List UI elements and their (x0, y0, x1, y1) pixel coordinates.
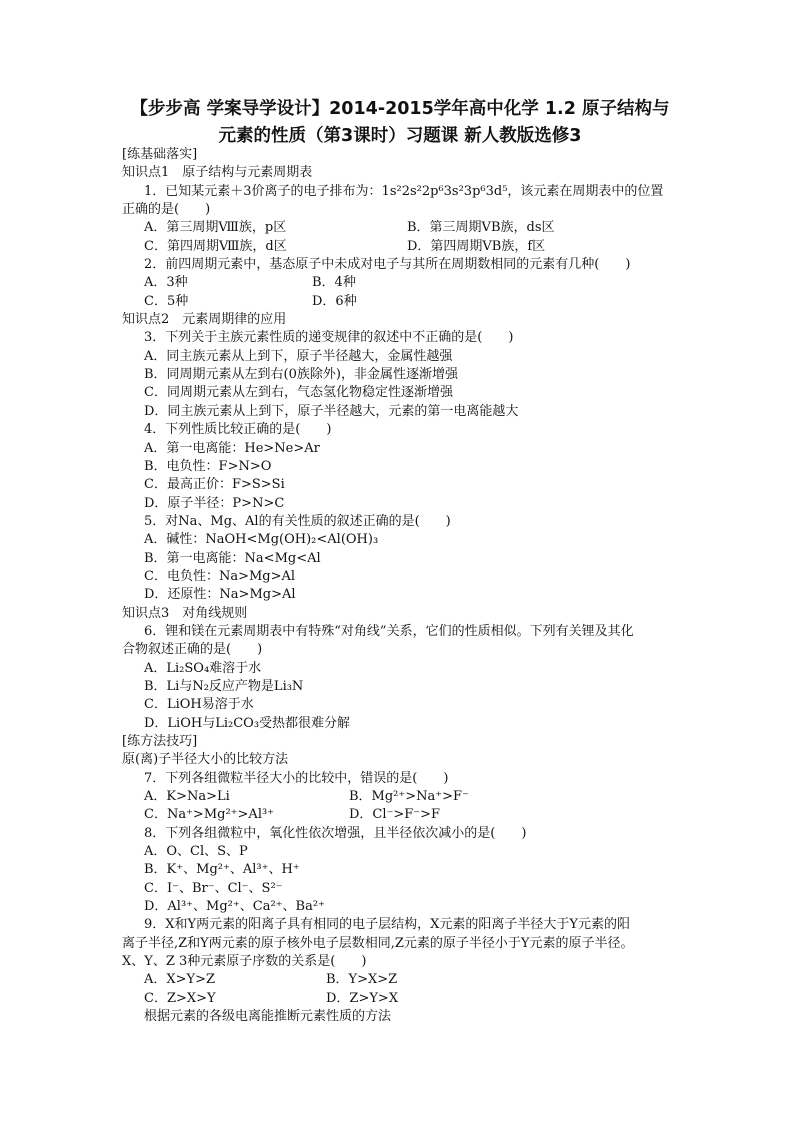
text-line: 4．下列性质比较正确的是( ) (144, 422, 332, 438)
text-line: 9．X和Y两元素的阳离子具有相同的电子层结构，X元素的阳离子半径大于Y元素的阳 (144, 917, 630, 933)
option-text: C．Z>X>Y (144, 990, 216, 1006)
text-line: A．Li₂SO₄难溶于水 (144, 660, 262, 676)
text-line: B．电负性：F>N>O (144, 458, 272, 474)
option-text: B．第三周期ⅤB族，ds区 (407, 220, 555, 236)
option-text: C．第四周期Ⅷ族，d区 (144, 238, 287, 254)
text-line: B．第一电离能：Na<Mg<Al (144, 550, 321, 566)
text-line: 1．已知某元素＋3价离子的电子排布为：1s²2s²2p⁶3s²3p⁶3d⁵，该元素在周期表中的位置 (144, 183, 664, 199)
text-line: 知识点1 原子结构与元素周期表 (122, 165, 313, 181)
option-row (122, 788, 692, 806)
option-text: B．4种 (312, 275, 356, 291)
text-line: C．最高正价：F>S>Si (144, 477, 285, 493)
option-text: A．X>Y>Z (144, 972, 216, 988)
text-line: 7．下列各组微粒半径大小的比较中，错误的是( ) (144, 770, 449, 786)
option-text: D．6种 (312, 293, 357, 309)
text-line: A．第一电离能：He>Ne>Ar (144, 440, 320, 456)
option-row (122, 971, 692, 989)
option-text: A．3种 (144, 275, 188, 291)
option-row (122, 806, 692, 824)
title-line-1: 【步步高 学案导学设计】2014-2015学年高中化学 1.2 原子结构与 (130, 99, 670, 119)
text-line: D．LiOH与Li₂CO₃受热都很难分解 (144, 715, 351, 731)
text-line: C．I⁻、Br⁻、Cl⁻、S²⁻ (144, 880, 283, 896)
text-line: B．同周期元素从左到右(0族除外)，非金属性逐渐增强 (144, 367, 458, 383)
text-line: D．Al³⁺、Mg²⁺、Ca²⁺、Ba²⁺ (144, 899, 325, 915)
option-text: D．第四周期ⅤB族，f区 (407, 238, 546, 254)
option-text: C．Na⁺>Mg²⁺>Al³⁺ (144, 807, 275, 823)
option-row (122, 238, 692, 256)
text-line: 3．下列关于主族元素性质的递变规律的叙述中不正确的是( ) (144, 330, 514, 346)
text-line: X、Y、Z 3种元素原子序数的关系是( ) (122, 954, 367, 970)
option-text: A．第三周期Ⅷ族，p区 (144, 220, 287, 236)
option-text: D．Cl⁻>F⁻>F (349, 807, 441, 823)
option-row (122, 293, 692, 311)
text-line: A．同主族元素从上到下，原子半径越大，金属性越强 (144, 348, 453, 364)
text-line: C．同周期元素从左到右，气态氢化物稳定性逐渐增强 (144, 385, 453, 401)
option-text: B．Y>X>Z (326, 972, 398, 988)
title-line-2: 元素的性质（第3课时）习题课 新人教版选修3 (218, 126, 582, 146)
text-line: 5．对Na、Mg、Al的有关性质的叙述正确的是( ) (144, 513, 451, 529)
text-line: A．碱性：NaOH<Mg(OH)₂<Al(OH)₃ (144, 532, 379, 548)
text-line: 知识点2 元素周期律的应用 (122, 312, 287, 328)
option-text: C．5种 (144, 293, 189, 309)
text-line: 正确的是( ) (122, 202, 211, 218)
text-line: [练方法技巧] (122, 734, 198, 749)
text-line: A．O、Cl、S、P (144, 844, 248, 860)
text-line: 离子半径,Z和Y两元素的原子核外电子层数相同,Z元素的原子半径小于Y元素的原子半径。 (122, 935, 634, 951)
option-text: A．K>Na>Li (144, 789, 230, 805)
option-text: B．Mg²⁺>Na⁺>F⁻ (349, 789, 469, 805)
text-line: 8．下列各组微粒中，氧化性依次增强，且半径依次减小的是( ) (144, 825, 527, 841)
text-line: C．电负性：Na>Mg>Al (144, 568, 296, 584)
text-line: [练基础落实] (122, 147, 198, 162)
text-line: 知识点3 对角线规则 (122, 605, 248, 621)
text-line: 原(离)子半径大小的比较方法 (122, 752, 289, 768)
text-line: 合物叙述正确的是( ) (122, 642, 263, 658)
option-row (122, 990, 692, 1008)
document-title (110, 96, 690, 150)
text-line: B．K⁺、Mg²⁺、Al³⁺、H⁺ (144, 862, 300, 878)
option-text: D．Z>Y>X (326, 990, 399, 1006)
text-line: 根据元素的各级电离能推断元素性质的方法 (144, 1009, 392, 1025)
option-row (122, 219, 692, 237)
document-body (122, 146, 692, 1027)
text-line: D．同主族元素从上到下，原子半径越大，元素的第一电离能越大 (144, 403, 519, 419)
text-line: D．还原性：Na>Mg>Al (144, 587, 296, 603)
text-line: 2．前四周期元素中，基态原子中未成对电子与其所在周期数相同的元素有几种( ) (144, 257, 631, 273)
text-line: 6．锂和镁在元素周期表中有特殊“对角线”关系，它们的性质相似。下列有关锂及其化 (144, 623, 634, 639)
option-row (122, 274, 692, 292)
text-line: B．Li与N₂反应产物是Li₃N (144, 678, 304, 694)
text-line: C．LiOH易溶于水 (144, 697, 254, 713)
text-line: D．原子半径：P>N>C (144, 495, 285, 511)
